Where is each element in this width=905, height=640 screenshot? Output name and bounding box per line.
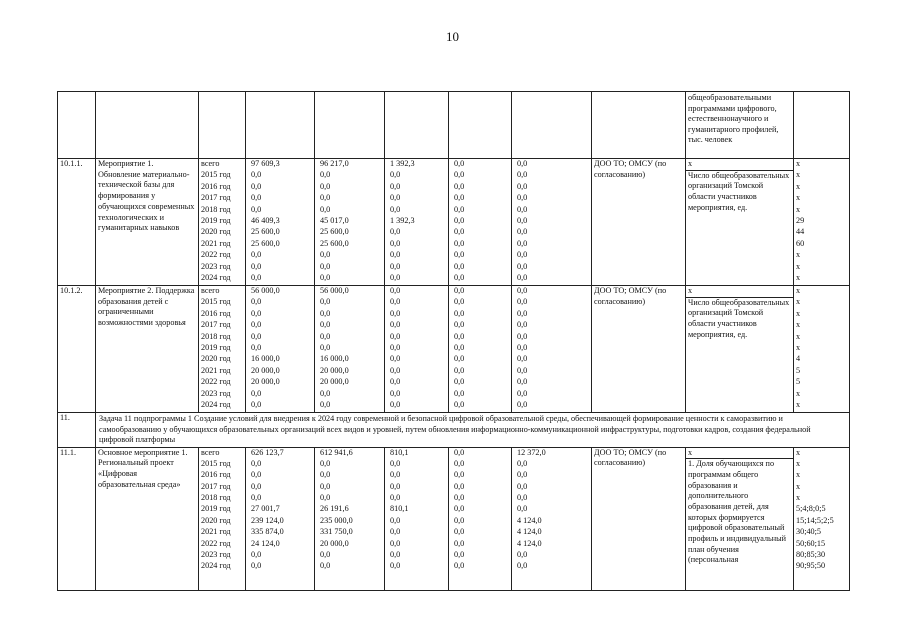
federal-column: 56 000,0 0,0 0,0 0,0 0,0 0,0 16 000,0 20 000,0 20 000,0 0,0 0,0 [315, 286, 385, 413]
table-row [58, 447, 850, 590]
local-column: 0,0 0,0 0,0 0,0 0,0 0,0 0,0 0,0 0,0 0,0 0,0 [449, 286, 512, 413]
years-column: всего 2015 год 2016 год 2017 год 2018 год 2019 год 2020 год 2021 год 2022 год 2023 год 2024 год [199, 286, 246, 413]
regional-column: 0,0 0,0 0,0 0,0 0,0 0,0 0,0 0,0 0,0 0,0 0,0 [385, 286, 449, 413]
indicator-cell: x Число общеобразовательных организаций Томской области участников мероприятия, ед. [686, 159, 794, 286]
row-name: Мероприятие 2. Поддержка образования детей с ограниченными возможностями здоровья [96, 286, 199, 413]
indicator-cell: x 1. Доля обучающихся по программам общего образования и дополнительного образования детей, для которых формируется цифровой образовательный профиль и индивидуальный план обучения (персональная [686, 447, 794, 590]
indicator-cell: x Число общеобразовательных организаций Томской области участников мероприятия, ед. [686, 286, 794, 413]
federal-column: 612 941,6 0,0 0,0 0,0 0,0 26 191,6 235 000,0 331 750,0 20 000,0 0,0 0,0 [315, 447, 385, 590]
executor: ДОО ТО; ОМСУ (по согласованию) [592, 447, 686, 590]
regional-column: 1 392,3 0,0 0,0 0,0 0,0 1 392,3 0,0 0,0 0,0 0,0 0,0 [385, 159, 449, 286]
program-table [57, 91, 850, 591]
row-id: 10.1.1. [58, 159, 96, 286]
table-row [58, 286, 850, 413]
values-column: x x x x x x 4 5 5 x x [794, 286, 850, 413]
values-column: x x x x x 29 44 60 x x x [794, 159, 850, 286]
task-row [58, 413, 850, 448]
federal-column: 96 217,0 0,0 0,0 0,0 0,0 45 017,0 25 600,0 25 600,0 0,0 0,0 0,0 [315, 159, 385, 286]
regional-column: 810,1 0,0 0,0 0,0 0,0 810,1 0,0 0,0 0,0 0,0 0,0 [385, 447, 449, 590]
table-row [58, 159, 850, 286]
years-column: всего 2015 год 2016 год 2017 год 2018 год 2019 год 2020 год 2021 год 2022 год 2023 год 2024 год [199, 447, 246, 590]
task-id: 11. [58, 413, 96, 448]
page-number: 10 [446, 29, 459, 44]
years-column: всего 2015 год 2016 год 2017 год 2018 год 2019 год 2020 год 2021 год 2022 год 2023 год 2024 год [199, 159, 246, 286]
other-column: 12 372,0 0,0 0,0 0,0 0,0 0,0 4 124,0 4 124,0 4 124,0 0,0 0,0 [512, 447, 592, 590]
other-column: 0,0 0,0 0,0 0,0 0,0 0,0 0,0 0,0 0,0 0,0 0,0 [512, 159, 592, 286]
total-column: 97 609,3 0,0 0,0 0,0 0,0 46 409,3 25 600,0 25 600,0 0,0 0,0 0,0 [246, 159, 315, 286]
other-column: 0,0 0,0 0,0 0,0 0,0 0,0 0,0 0,0 0,0 0,0 0,0 [512, 286, 592, 413]
row-id: 11.1. [58, 447, 96, 590]
indicator-continuation: общеобразовательными программами цифрового, естественнонаучного и гуманитарного профилей, тыс. человек [686, 92, 794, 159]
row-name: Основное мероприятие 1. Региональный проект «Цифровая образовательная среда» [96, 447, 199, 590]
total-column: 626 123,7 0,0 0,0 0,0 0,0 27 001,7 239 124,0 335 874,0 24 124,0 0,0 0,0 [246, 447, 315, 590]
task-text: Задача 11 подпрограммы 1 Создание условий для внедрения к 2024 году современной и безопасной цифровой образовательной среды, обеспечивающей формирование ценности к саморазвитию и самообразованию у обучающихся образовательных организаций всех видов и уровней, путем обновления информационно-коммуникационной инфраструктуры, подготовки кадров, создания федеральной цифровой платформы [96, 413, 850, 448]
row-name: Мероприятие 1. Обновление материально-технической базы для формирования у обучающихся современных технологических и гуманитарных навыков [96, 159, 199, 286]
values-column: x x x x x 5;4;8;0;5 15;14;5;2;5 30;40;5 50;60;15 80;85;30 90;95;50 [794, 447, 850, 590]
executor: ДОО ТО; ОМСУ (по согласованию) [592, 286, 686, 413]
continuation-row [58, 92, 850, 159]
executor: ДОО ТО; ОМСУ (по согласованию) [592, 159, 686, 286]
total-column: 56 000,0 0,0 0,0 0,0 0,0 0,0 16 000,0 20 000,0 20 000,0 0,0 0,0 [246, 286, 315, 413]
row-id: 10.1.2. [58, 286, 96, 413]
local-column: 0,0 0,0 0,0 0,0 0,0 0,0 0,0 0,0 0,0 0,0 0,0 [449, 159, 512, 286]
local-column: 0,0 0,0 0,0 0,0 0,0 0,0 0,0 0,0 0,0 0,0 0,0 [449, 447, 512, 590]
